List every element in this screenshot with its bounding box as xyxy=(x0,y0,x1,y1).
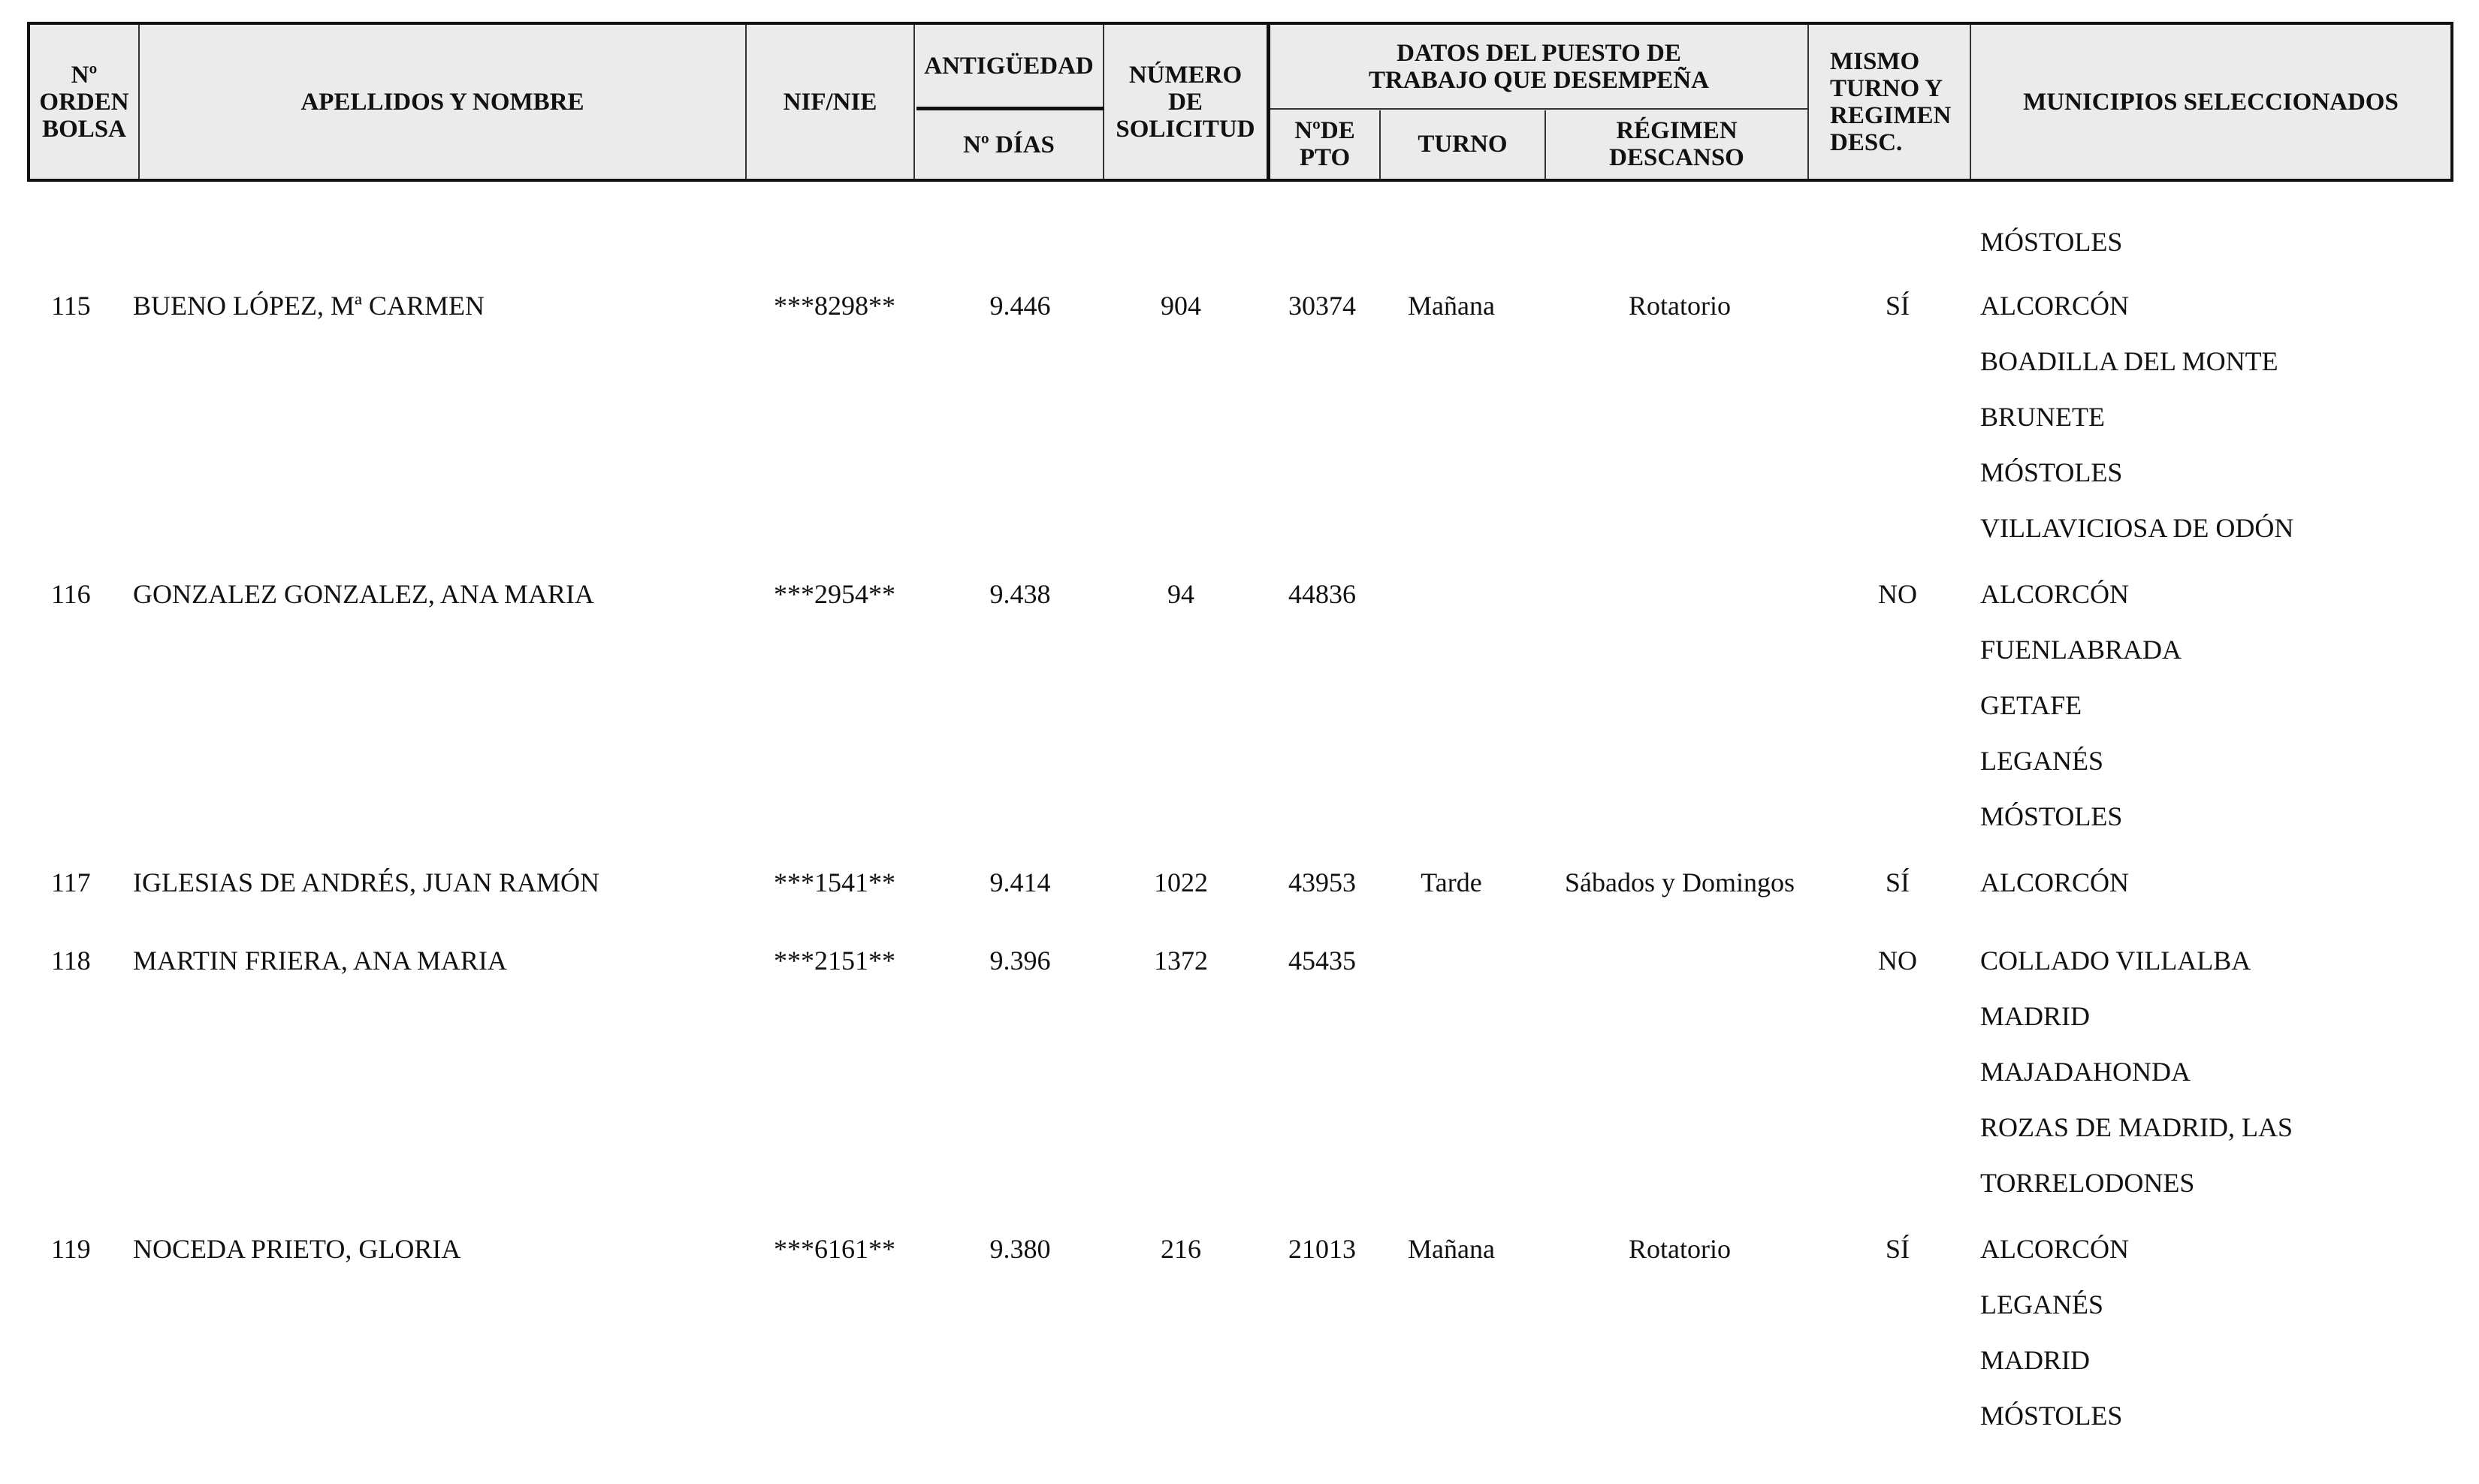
header-text: NºDE xyxy=(1294,117,1355,144)
municipio-item: ALCORCÓN xyxy=(1980,1234,2130,1264)
cell-mismo: SÍ xyxy=(1885,291,1910,321)
municipio-item: VILLAVICIOSA DE ODÓN xyxy=(1980,513,2294,543)
header-text: SOLICITUD xyxy=(1116,115,1255,143)
header-text: REGIMEN xyxy=(1830,101,1952,129)
header-text: DESC. xyxy=(1830,128,1903,156)
cell-nif: ***2151** xyxy=(774,946,895,976)
municipio-item: ALCORCÓN xyxy=(1980,579,2130,609)
cell-nombre: NOCEDA PRIETO, GLORIA xyxy=(133,1234,461,1264)
header-text: Nº xyxy=(71,61,98,89)
cell-solicitud: 904 xyxy=(1161,291,1201,321)
cell-orden: 119 xyxy=(51,1234,91,1264)
municipio-item: MÓSTOLES xyxy=(1980,1401,2123,1431)
cell-orden: 115 xyxy=(51,291,91,321)
header-datos-puesto xyxy=(1270,25,1807,108)
header-text: BOLSA xyxy=(42,115,126,143)
cell-turno: Mañana xyxy=(1408,291,1495,321)
municipio-item: BRUNETE xyxy=(1980,402,2105,432)
municipio-item: MÓSTOLES xyxy=(1980,457,2123,487)
header-npto xyxy=(1270,110,1379,179)
cell-nif: ***2954** xyxy=(774,579,895,609)
table-header xyxy=(27,22,2453,182)
cell-pto: 45435 xyxy=(1288,946,1356,976)
header-text: ORDEN xyxy=(39,88,129,116)
cell-dias: 9.396 xyxy=(989,946,1051,976)
cell-turno: Mañana xyxy=(1408,1234,1495,1264)
header-nombre: APELLIDOS Y NOMBRE xyxy=(300,88,584,116)
cell-nif: ***1541** xyxy=(774,867,895,897)
municipio-item: LEGANÉS xyxy=(1980,1289,2103,1320)
cell-mismo: SÍ xyxy=(1885,1234,1910,1264)
header-turno: TURNO xyxy=(1418,131,1508,158)
cell-solicitud: 1372 xyxy=(1154,946,1208,976)
municipio-item: ALCORCÓN xyxy=(1980,291,2130,321)
municipio-item: GETAFE xyxy=(1980,690,2082,720)
header-text: TURNO Y xyxy=(1830,74,1943,102)
cell-solicitud: 94 xyxy=(1167,579,1194,609)
cell-nombre: IGLESIAS DE ANDRÉS, JUAN RAMÓN xyxy=(133,867,600,897)
cell-regimen: Rotatorio xyxy=(1629,291,1731,321)
cell-nombre: BUENO LÓPEZ, Mª CARMEN xyxy=(133,291,485,321)
municipio-item: LEGANÉS xyxy=(1980,746,2103,776)
cell-nif: ***8298** xyxy=(774,291,895,321)
header-mismo xyxy=(1809,25,1970,179)
header-municipios: MUNICIPIOS SELECCIONADOS xyxy=(2023,88,2399,116)
header-nif: NIF/NIE xyxy=(783,88,877,116)
cell-pto: 21013 xyxy=(1288,1234,1356,1264)
header-text: NÚMERO xyxy=(1128,61,1243,89)
cell-mismo: SÍ xyxy=(1885,867,1910,897)
cell-orden: 117 xyxy=(51,867,91,897)
header-solicitud xyxy=(1104,25,1267,179)
header-antiguedad: ANTIGÜEDAD xyxy=(924,52,1094,80)
cell-dias: 9.414 xyxy=(989,867,1051,897)
cell-nombre: MARTIN FRIERA, ANA MARIA xyxy=(133,946,507,976)
header-text: DE xyxy=(1168,88,1203,116)
municipio-item: ROZAS DE MADRID, LAS xyxy=(1980,1112,2293,1142)
cell-orden: 116 xyxy=(51,579,91,609)
cell-turno: Tarde xyxy=(1421,867,1482,897)
cell-regimen: Sábados y Domingos xyxy=(1565,867,1795,897)
header-orden xyxy=(30,25,138,179)
header-text: PTO xyxy=(1299,144,1351,171)
municipio-item: COLLADO VILLALBA xyxy=(1980,946,2251,976)
cell-dias: 9.438 xyxy=(989,579,1051,609)
municipio-item: FUENLABRADA xyxy=(1980,635,2182,665)
header-text: TRABAJO QUE DESEMPEÑA xyxy=(1369,66,1709,94)
municipio-item: ALCORCÓN xyxy=(1980,867,2130,897)
cell-mismo: NO xyxy=(1878,579,1917,609)
header-text: DESCANSO xyxy=(1609,144,1744,171)
header-text: DATOS DEL PUESTO DE xyxy=(1397,39,1681,67)
municipio-item: MADRID xyxy=(1980,1345,2091,1375)
cell-solicitud: 216 xyxy=(1161,1234,1201,1264)
cell-mismo: NO xyxy=(1878,946,1917,976)
cell-pto: 43953 xyxy=(1288,867,1356,897)
header-dias: Nº DÍAS xyxy=(963,131,1055,158)
municipio-item: MÓSTOLES xyxy=(1980,801,2123,831)
municipio-item: MAJADAHONDA xyxy=(1980,1057,2191,1087)
cell-orden: 118 xyxy=(51,946,91,976)
cell-solicitud: 1022 xyxy=(1154,867,1208,897)
header-regimen xyxy=(1546,110,1807,179)
cell-dias: 9.446 xyxy=(989,291,1051,321)
cell-pto: 30374 xyxy=(1288,291,1356,321)
municipio-item: MADRID xyxy=(1980,1001,2091,1031)
cell-regimen: Rotatorio xyxy=(1629,1234,1731,1264)
cell-nombre: GONZALEZ GONZALEZ, ANA MARIA xyxy=(133,579,594,609)
cell-dias: 9.380 xyxy=(989,1234,1051,1264)
header-text: MISMO xyxy=(1830,47,1920,75)
municipio-item: BOADILLA DEL MONTE xyxy=(1980,346,2278,376)
municipio-item: TORRELODONES xyxy=(1980,1168,2195,1198)
cell-nif: ***6161** xyxy=(774,1234,895,1264)
municipio-item: MÓSTOLES xyxy=(1980,227,2123,257)
cell-pto: 44836 xyxy=(1288,579,1356,609)
header-text: RÉGIMEN xyxy=(1616,117,1738,144)
